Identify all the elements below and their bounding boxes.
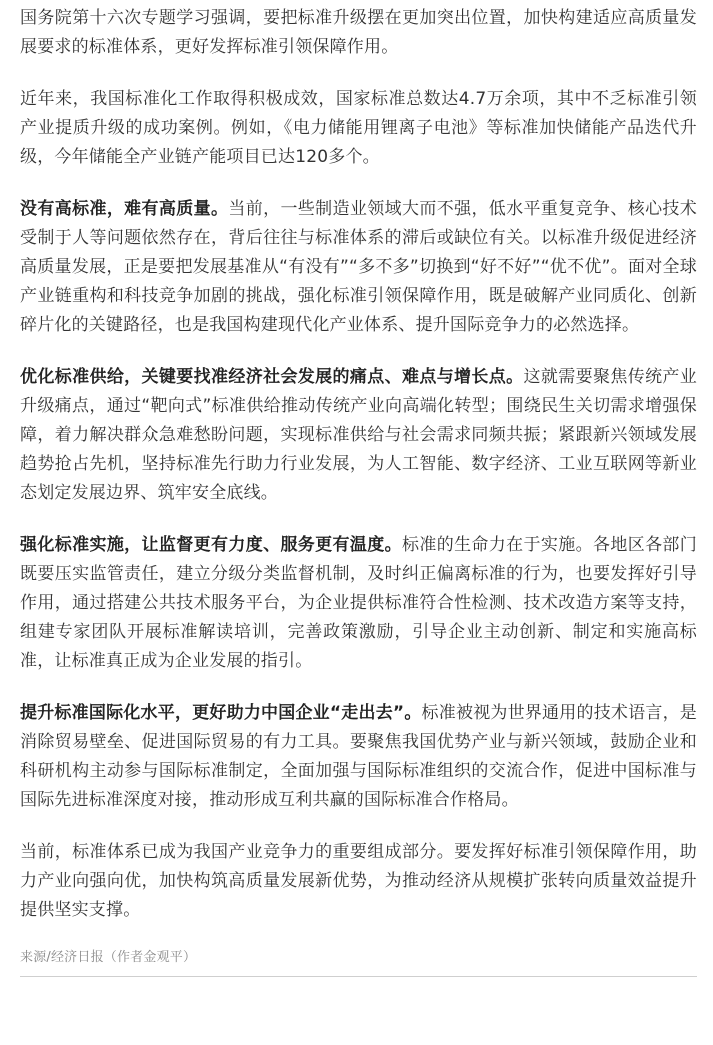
paragraph-5-text: 标准的生命力在于实施。各地区各部门既要压实监管责任，建立分级分类监督机制，及时纠正偏离标准的行为，也要发挥好引导作用，通过搭建公共技术服务平台，为企业提供标准符合性检测、技术改造方案等支持，组建专家团队开展标准解读培训，完善政策激励，引导企业主动创新、制定和实施高标准，让标准真正成为企业发展的指引。 <box>20 535 697 671</box>
paragraph-2-text: 近年来，我国标准化工作取得积极成效，国家标准总数达4.7万余项，其中不乏标准引领产业提质升级的成功案例。例如，《电力储能用锂离子电池》等标准加快储能产品迭代升级，今年储能全产业链产能项目已达120多个。 <box>20 89 697 167</box>
paragraph-6-lead: 提升标准国际化水平，更好助力中国企业“走出去”。 <box>20 703 422 723</box>
article-source: 来源/经济日报（作者金观平） <box>20 950 197 965</box>
paragraph-3-lead: 没有高标准，难有高质量。 <box>20 199 229 219</box>
paragraph-7 <box>20 838 697 925</box>
paragraph-6-text: 标准被视为世界通用的技术语言，是消除贸易壁垒、促进国际贸易的有力工具。要聚焦我国优势产业与新兴领域，鼓励企业和科研机构主动参与国际标准制定，全面加强与国际标准组织的交流合作，促进中国标准与国际先进标准深度对接，推动形成互利共赢的国际标准合作格局。 <box>20 703 697 810</box>
paragraph-4-lead: 优化标准供给，关键要找准经济社会发展的痛点、难点与增长点。 <box>20 367 524 387</box>
paragraph-4-text: 这就需要聚焦传统产业升级痛点，通过“靶向式”标准供给推动传统产业向高端化转型；围绕民生关切需求增强保障，着力解决群众急难愁盼问题，实现标准供给与社会需求同频共振；紧跟新兴领域发展趋势抢占先机，坚持标准先行助力行业发展，为人工智能、数字经济、工业互联网等新业态划定发展边界、筑牢安全底线。 <box>20 367 697 503</box>
paragraph-2 <box>20 85 697 172</box>
paragraph-1-text: 国务院第十六次专题学习强调，要把标准升级摆在更加突出位置，加快构建适应高质量发展要求的标准体系，更好发挥标准引领保障作用。 <box>20 8 697 57</box>
paragraph-1 <box>20 4 697 62</box>
paragraph-5-lead: 强化标准实施，让监督更有力度、服务更有温度。 <box>20 535 402 555</box>
paragraph-7-text: 当前，标准体系已成为我国产业竞争力的重要组成部分。要发挥好标准引领保障作用，助力产业向强向优，加快构筑高质量发展新优势，为推动经济从规模扩张转向质量效益提升提供坚实支撑。 <box>20 842 697 920</box>
paragraph-4 <box>20 363 697 508</box>
bottom-divider <box>20 976 697 977</box>
paragraph-3 <box>20 195 697 340</box>
paragraph-5 <box>20 531 697 676</box>
paragraph-6 <box>20 699 697 815</box>
paragraph-3-text: 当前，一些制造业领域大而不强，低水平重复竞争、核心技术受制于人等问题依然存在，背后往往与标准体系的滞后或缺位有关。以标准升级促进经济高质量发展，正是要把发展基准从“有没有”“多不多”切换到“好不好”“优不优”。面对全球产业链重构和科技竞争加剧的挑战，强化标准引领保障作用，既是破解产业同质化、创新碎片化的关键路径，也是我国构建现代化产业体系、提升国际竞争力的必然选择。 <box>20 199 697 335</box>
